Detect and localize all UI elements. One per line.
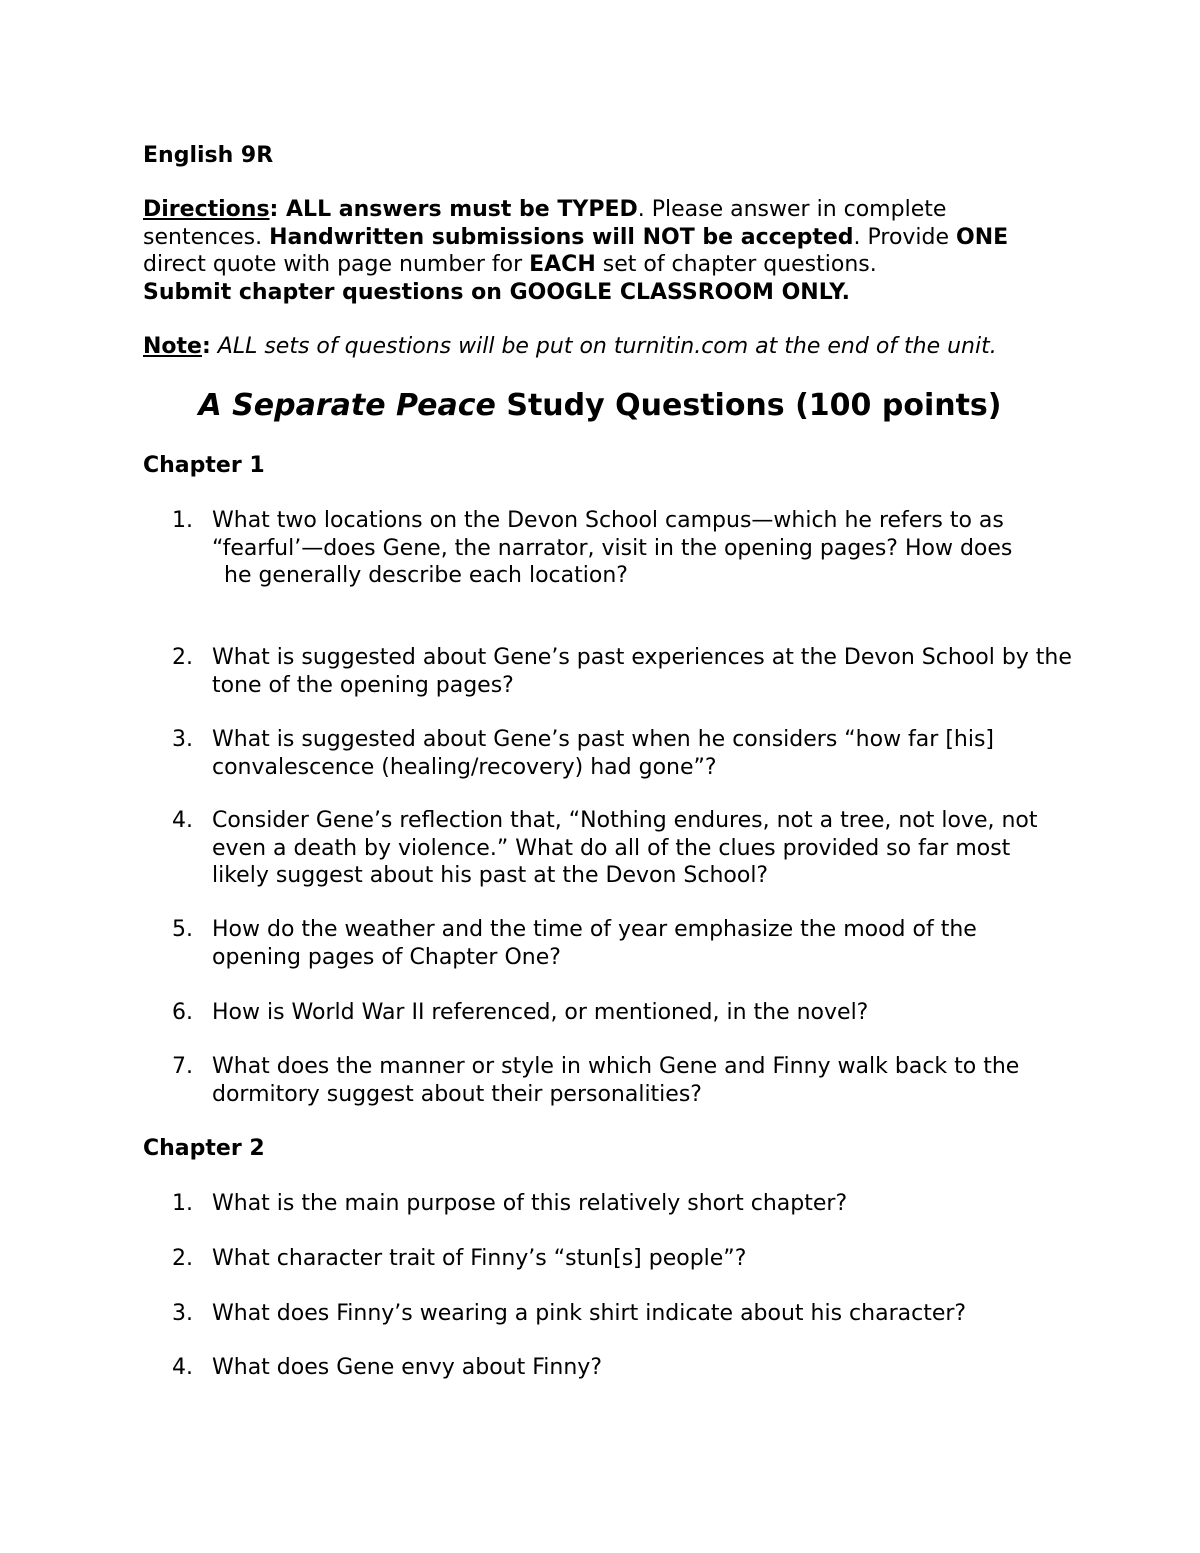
question-text: What is suggested about Gene’s past experiences at the Devon School by the tone of the opening pages? [212, 645, 1072, 698]
question-number: 3. [172, 1301, 193, 1326]
question-number: 3. [172, 727, 193, 752]
question-number: 6. [172, 1000, 193, 1025]
question-item [172, 1245, 1072, 1273]
question-text: How is World War II referenced, or mentioned, in the novel? [212, 1000, 869, 1025]
question-text: Consider Gene’s reflection that, “Nothing endures, not a tree, not love, not even a death by violence.” What do all of the clues provided so far most likely suggest about his past at the Devon School? [212, 808, 1038, 888]
question-number: 7. [172, 1054, 193, 1079]
question-number: 1. [172, 1191, 193, 1216]
question-text: What does the manner or style in which Gene and Finny walk back to the dormitory suggest about their personalities? [212, 1054, 1020, 1107]
question-item [172, 1053, 1072, 1108]
question-item [172, 507, 1072, 590]
question-number: 2. [172, 645, 193, 670]
directions-handwritten: Handwritten submissions will NOT be accepted [269, 224, 854, 250]
question-text: What is the main purpose of this relatively short chapter? [212, 1191, 848, 1216]
note-label: Note [143, 334, 202, 359]
directions-label: Directions [143, 197, 270, 222]
question-item [172, 1300, 1072, 1328]
question-text: What character trait of Finny’s “stun[s] people”? [212, 1246, 747, 1271]
question-item [172, 999, 1072, 1027]
chapter-heading: Chapter 1 [143, 453, 265, 478]
question-text: What two locations on the Devon School campus—which he refers to as “fearful’—does Gene, the narrator, visit in the opening pages? How does [212, 508, 1013, 561]
question-number: 4. [172, 808, 193, 833]
question-text-continued: he generally describe each location? [224, 563, 628, 588]
book-title: A Separate Peace [198, 388, 496, 423]
question-text: What is suggested about Gene’s past when he considers “how far [his] convalescence (healing/recovery) had gone”? [212, 727, 995, 780]
question-text: What does Gene envy about Finny? [212, 1355, 602, 1380]
question-item [172, 644, 1072, 699]
course-title: English 9R [143, 143, 274, 168]
note-paragraph: Note: ALL sets of questions will be put on turnitin.com at the end of the unit. [143, 334, 997, 359]
question-text: How do the weather and the time of year emphasize the mood of the opening pages of Chapter One? [212, 917, 977, 970]
directions-paragraph: Directions: ALL answers must be TYPED. Please answer in complete sentences. Handwritten submissions will NOT be accepted. Provide ONE direct quote with page number for EACH set of chapter questions. Submit chapter questions on GOOGLE CLASSROOM ONLY. [143, 197, 1009, 305]
question-item [172, 1354, 1072, 1382]
question-item [172, 916, 1072, 971]
question-text: What does Finny’s wearing a pink shirt indicate about his character? [212, 1301, 967, 1326]
question-item [172, 807, 1072, 890]
chapter-heading: Chapter 2 [143, 1136, 265, 1161]
question-number: 5. [172, 917, 193, 942]
question-number: 4. [172, 1355, 193, 1380]
question-number: 2. [172, 1246, 193, 1271]
question-number: 1. [172, 508, 193, 533]
directions-typed: ALL answers must be TYPED [286, 197, 638, 222]
question-item [172, 726, 1072, 781]
note-text: ALL sets of questions will be put on turnitin.com at the end of the unit. [217, 334, 997, 359]
question-item [172, 1190, 1072, 1218]
page-title: A Separate Peace Study Questions (100 points) [198, 388, 1002, 423]
directions-submit: Submit chapter questions on GOOGLE CLASSROOM ONLY. [143, 279, 850, 305]
